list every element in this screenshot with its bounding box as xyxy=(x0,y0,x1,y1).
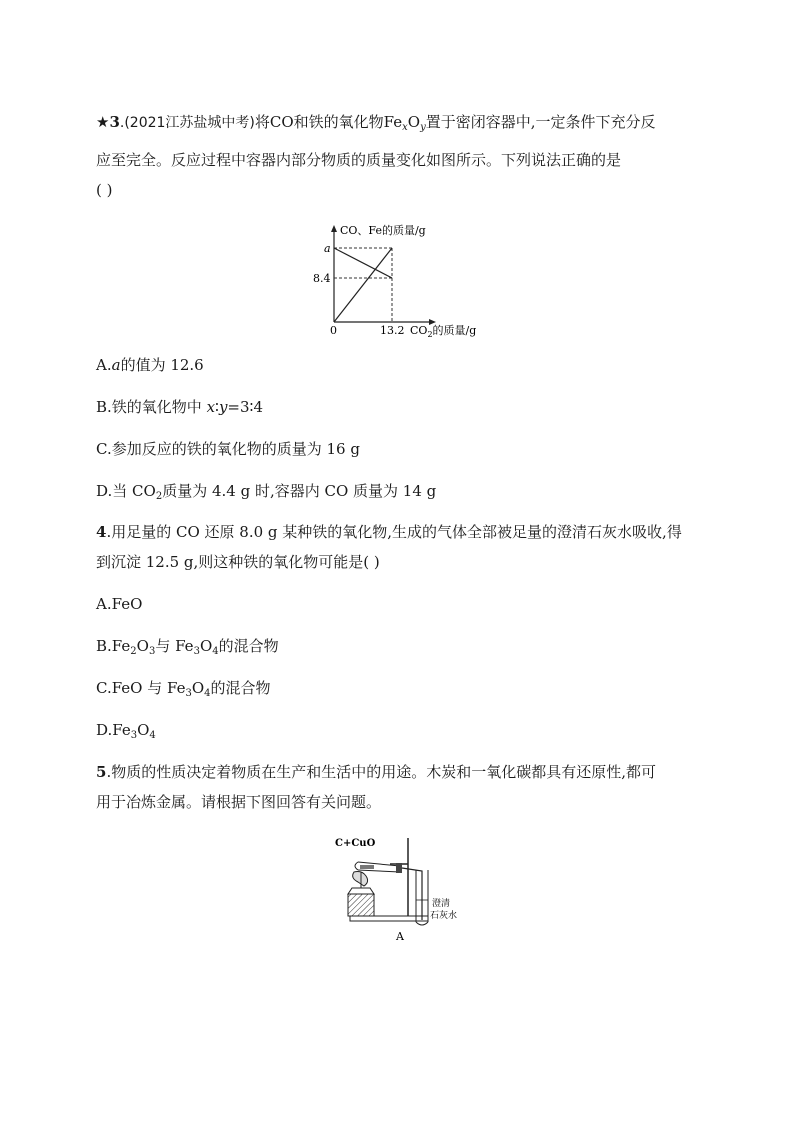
q3-text-1c: 置于密闭容器中,一定条件下充分反 xyxy=(425,113,656,131)
q4-b-s3: 3 xyxy=(193,646,200,657)
q3-line-2: 应至完全。反应过程中容器内部分物质的质量变化如图所示。下列说法正确的是 xyxy=(96,151,622,169)
y-tick-a: a xyxy=(324,242,331,255)
q3-option-b xyxy=(96,397,263,417)
q4-b-d: O xyxy=(199,637,213,655)
q3-option-b-y: y xyxy=(218,398,228,416)
q3-line-1 xyxy=(96,112,656,133)
alcohol-lamp xyxy=(348,872,374,917)
q3-sub-x: x xyxy=(402,122,408,133)
q3-option-c: C.参加反应的铁的氧化物的质量为 16 g xyxy=(96,440,360,458)
q3-option-d-b: 质量为 4.4 g 时,容器内 CO 质量为 14 g xyxy=(162,482,437,500)
q3-option-b-colon: ∶ xyxy=(215,398,219,416)
chart-ylabel: CO、Fe的质量/g xyxy=(340,224,426,237)
q4-b-s1: 2 xyxy=(130,646,137,657)
q3-option-d-sub: 2 xyxy=(155,491,163,502)
q3-answer-paren: ( ) xyxy=(96,181,113,199)
q4-option-c xyxy=(96,678,271,698)
q4-c-s1: 3 xyxy=(185,688,192,699)
q4-b-a: B.Fe xyxy=(96,637,131,655)
star-icon: ★ xyxy=(96,113,110,131)
chart-xlabel xyxy=(410,323,476,339)
delivery-tube xyxy=(402,868,422,920)
apparatus-diagram xyxy=(330,830,480,945)
q3-chart xyxy=(310,222,480,339)
q5-line-1 xyxy=(96,762,656,782)
q3-option-a xyxy=(96,355,204,375)
q4-option-a: A.FeO xyxy=(96,595,143,613)
origin-label: 0 xyxy=(330,324,337,337)
q4-c-c: 的混合物 xyxy=(210,679,271,697)
q3-option-a-text: 的值为 12.6 xyxy=(120,356,204,374)
q4-option-d xyxy=(96,720,156,740)
q4-option-b xyxy=(96,636,279,656)
q3-option-a-label: A. xyxy=(96,356,112,374)
q5-number: 5 xyxy=(96,763,107,781)
xlabel-a: CO xyxy=(410,324,428,337)
figure-label: A xyxy=(396,930,404,943)
reactant-label: C+CuO xyxy=(335,838,376,849)
y-tick-84: 8.4 xyxy=(313,272,331,285)
x-tick-132: 13.2 xyxy=(380,324,405,337)
q4-d-b: O xyxy=(137,721,150,739)
xlabel-sub: 2 xyxy=(427,330,433,339)
q3-number: 3 xyxy=(109,113,120,131)
q3-option-b-text: =3∶4 xyxy=(227,398,263,416)
q4-b-s2: 3 xyxy=(148,646,156,657)
q4-b-e: 的混合物 xyxy=(218,637,279,655)
q4-d-s1: 3 xyxy=(130,730,138,741)
q3-option-d-a: D.当 CO xyxy=(96,482,156,500)
q3-text-1a: 将CO和铁的氧化物Fe xyxy=(254,113,403,131)
q4-text-1: .用足量的 CO 还原 8.0 g 某种铁的氧化物,生成的气体全部被足量的澄清石灰水吸收,得 xyxy=(106,523,682,541)
limewater-label-2: 石灰水 xyxy=(430,911,458,921)
q3-source: .(2021江苏盐城中考) xyxy=(119,115,255,131)
q4-b-b: O xyxy=(136,637,149,655)
y-axis-arrow-icon xyxy=(331,225,337,232)
q4-b-s4: 4 xyxy=(212,646,219,657)
q4-c-b: O xyxy=(191,679,205,697)
q5-line-2: 用于冶炼金属。请根据下图回答有关问题。 xyxy=(96,793,382,811)
q4-b-c: 与 Fe xyxy=(155,637,194,655)
q4-c-a: C.FeO 与 Fe xyxy=(96,679,186,697)
q5-text-1: .物质的性质决定着物质在生产和生活中的用途。木炭和一氧化碳都具有还原性,都可 xyxy=(106,763,656,781)
xlabel-b: 的质量/g xyxy=(432,324,477,337)
q3-option-b-x: x xyxy=(206,398,216,416)
q3-option-d xyxy=(96,481,436,501)
q4-line-1 xyxy=(96,522,682,542)
q4-line-2: 到沉淀 12.5 g,则这种铁的氧化物可能是( ) xyxy=(96,553,380,571)
q3-option-b-label: B.铁的氧化物中 xyxy=(96,398,207,416)
limewater-label-1: 澄清 xyxy=(432,899,451,909)
q3-option-a-var: a xyxy=(111,356,121,374)
q4-d-a: D.Fe xyxy=(96,721,131,739)
q4-d-s2: 4 xyxy=(149,730,156,741)
stopper xyxy=(396,863,402,873)
q4-number: 4 xyxy=(96,523,107,541)
series-co-line xyxy=(334,248,392,278)
q3-text-1b: O xyxy=(407,113,421,131)
q3-sub-y: y xyxy=(420,122,426,133)
q4-c-s2: 4 xyxy=(204,688,211,699)
series-fe-line xyxy=(334,248,392,322)
